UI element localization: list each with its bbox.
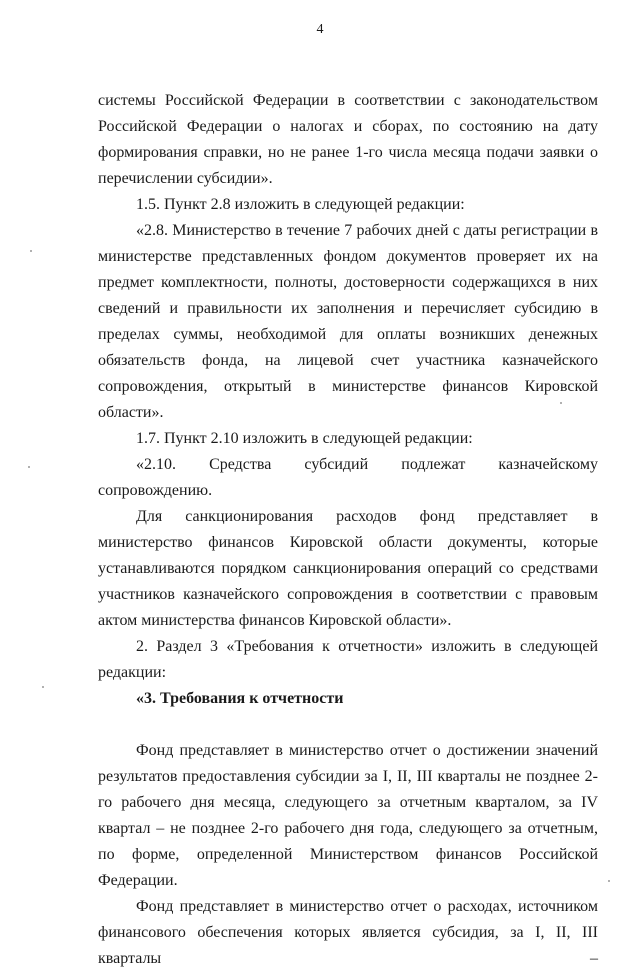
page-number: 4 <box>316 22 324 37</box>
section-heading-3: «3. Требования к отчетности <box>136 690 344 707</box>
paragraph-report-results: Фонд представляет в министерство отчет о достижении значений результатов предоставления субсидии за I, II, III кварталы не позднее 2-го рабочего дня месяца, следующего за отчетным кварталом, за IV квартал – не позднее 2-го рабочего дня года, следующего за отчетным, по форме, определенной Министерством финансов Российской Федерации. <box>98 742 598 889</box>
paragraph-sanction: Для санкционирования расходов фонд представляет в министерство финансов Кировской области документы, которые устанавливаются порядком санкционирования операций со средствами участников казначейского сопровождения в соответствии с правовым актом министерства финансов Кировской области». <box>98 508 598 629</box>
scan-speck <box>30 250 32 252</box>
paragraph-report-expenses: Фонд представляет в министерство отчет о расходах, источником финансового обеспечения которых является субсидия, за I, II, III кварталы – <box>98 898 598 967</box>
paragraph-item-1-7: 1.7. Пункт 2.10 изложить в следующей редакции: <box>136 430 473 447</box>
scan-speck <box>28 466 30 468</box>
paragraph-item-1-5: 1.5. Пункт 2.8 изложить в следующей редакции: <box>136 196 465 213</box>
paragraph-continuation: системы Российской Федерации в соответствии с законодательством Российской Федерации о налогах и сборах, по состоянию на дату формирования справки, но не ранее 1-го числа месяца подачи заявки о перечислении субсидии». <box>98 92 598 187</box>
scan-speck <box>42 686 44 688</box>
paragraph-item-2: 2. Раздел 3 «Требования к отчетности» изложить в следующей редакции: <box>98 638 598 681</box>
scan-speck <box>560 402 562 404</box>
paragraph-quote-2-10: «2.10. Средства субсидий подлежат казначейскому сопровождению. <box>98 456 598 499</box>
scan-speck <box>608 880 610 882</box>
document-body <box>98 88 598 972</box>
paragraph-quote-2-8: «2.8. Министерство в течение 7 рабочих дней с даты регистрации в министерстве представленных фондом документов проверяет их на предмет комплектности, полноты, достоверности содержащихся в них сведений и правильности их заполнения и перечисляет субсидию в пределах суммы, необходимой для оплаты возникших денежных обязательств фонда, на лицевой счет участника казначейского сопровождения, открытый в министерстве финансов Кировской области». <box>98 222 598 421</box>
